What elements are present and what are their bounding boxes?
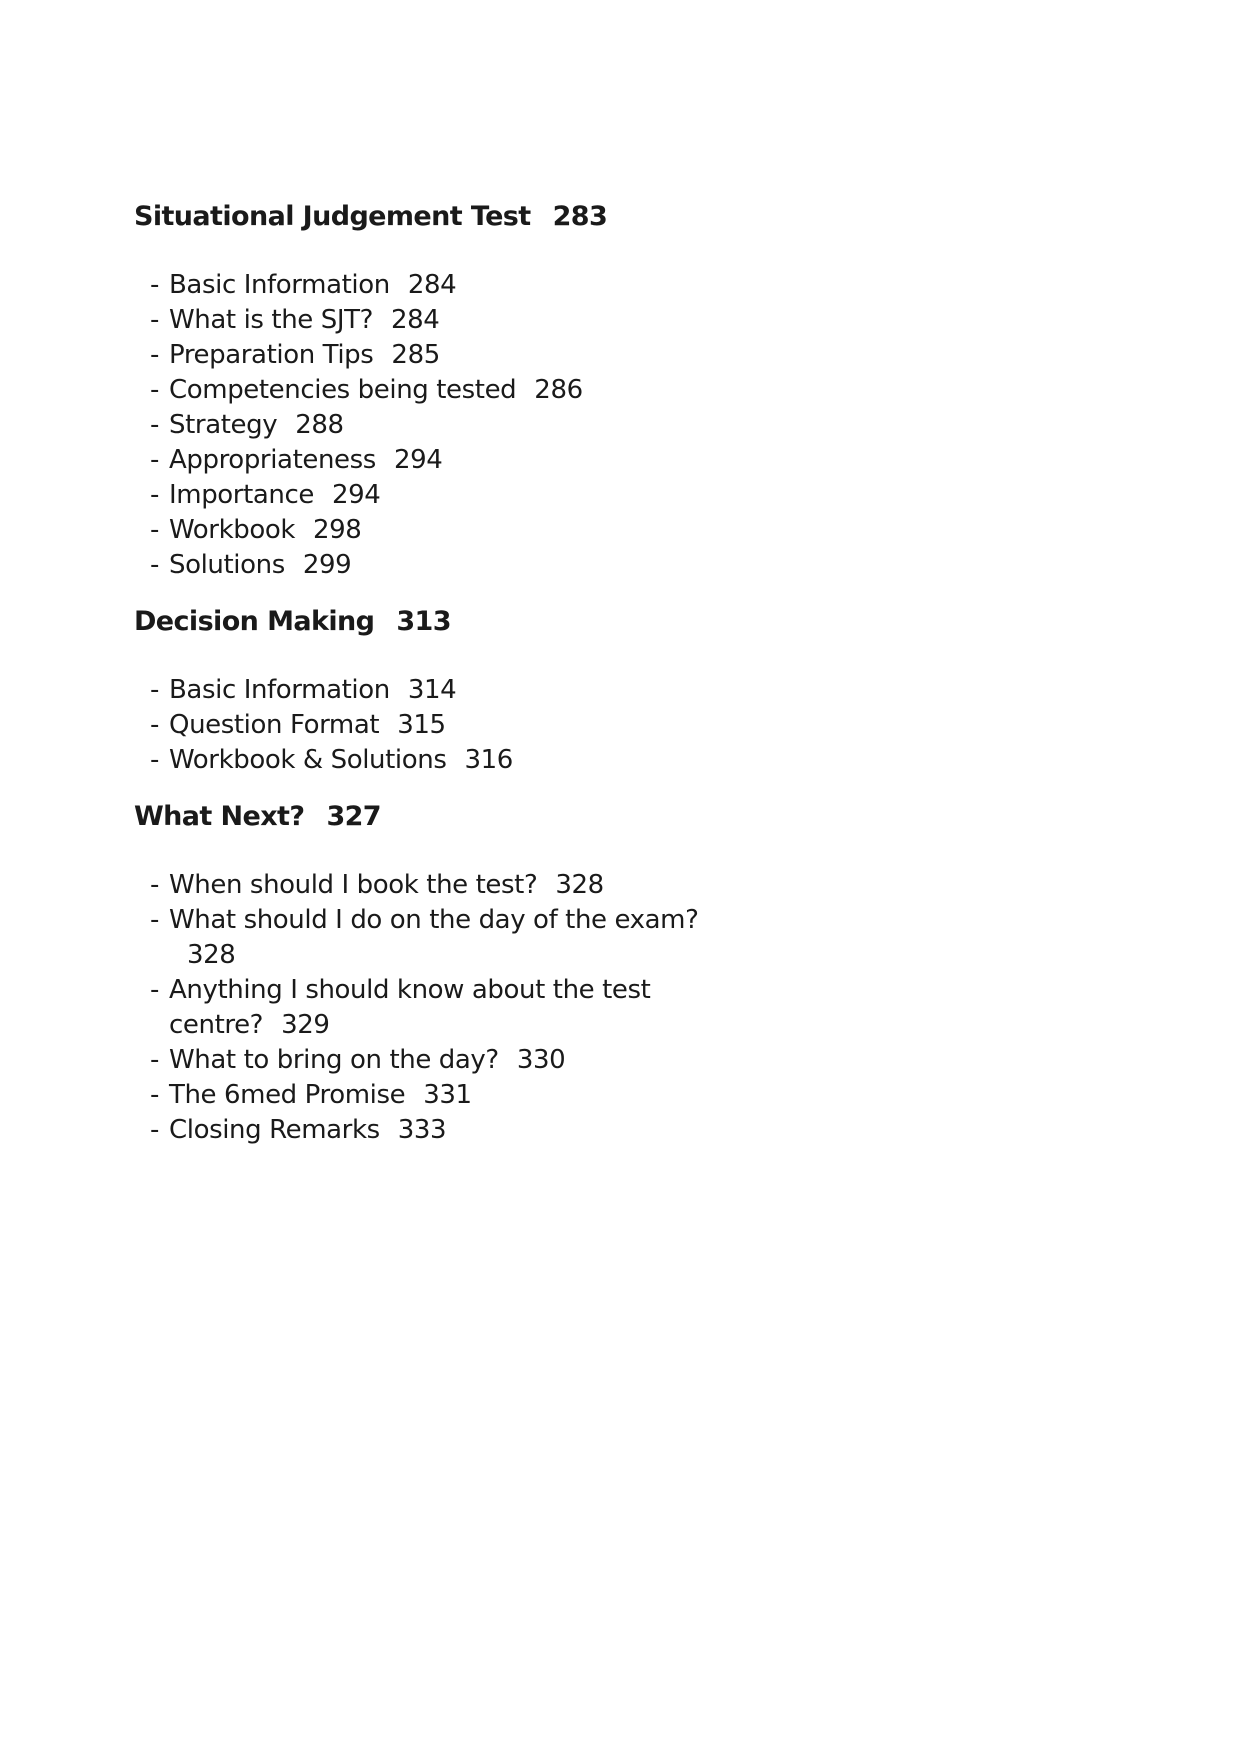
toc-item[interactable] (134, 673, 729, 708)
toc-item-label: Strategy (169, 410, 278, 440)
toc-section-decision-making (134, 605, 834, 778)
toc-item-label: Closing Remarks (169, 1115, 380, 1145)
toc-item[interactable] (134, 903, 729, 973)
section-page-number: 327 (326, 801, 381, 832)
toc-item-page: 329 (281, 1010, 330, 1040)
toc-item[interactable] (134, 443, 729, 478)
section-heading[interactable] (134, 200, 834, 234)
toc-item[interactable] (134, 373, 729, 408)
bullet-dash: - (150, 1115, 159, 1145)
bullet-dash: - (150, 550, 159, 580)
bullet-dash: - (150, 445, 159, 475)
toc-item-label: What should I do on the day of the exam? (169, 905, 699, 935)
toc-item-label: Preparation Tips (169, 340, 374, 370)
bullet-dash: - (150, 410, 159, 440)
toc-item-page: 316 (464, 745, 513, 775)
toc-item-page: 284 (391, 305, 440, 335)
toc-item[interactable] (134, 973, 729, 1043)
bullet-dash: - (150, 975, 159, 1005)
toc-item-label: Competencies being tested (169, 375, 517, 405)
toc-item[interactable] (134, 548, 729, 583)
bullet-dash: - (150, 675, 159, 705)
section-title: What Next? (134, 801, 305, 832)
toc-item-label: Question Format (169, 710, 380, 740)
toc-item-page: 331 (423, 1080, 472, 1110)
toc-item[interactable] (134, 408, 729, 443)
bullet-dash: - (150, 1080, 159, 1110)
toc-item-label: Workbook & Solutions (169, 745, 447, 775)
toc-item[interactable] (134, 1043, 729, 1078)
bullet-dash: - (150, 905, 159, 935)
toc-item-label: What to bring on the day? (169, 1045, 499, 1075)
section-heading[interactable] (134, 605, 834, 639)
toc-item-page: 284 (407, 270, 457, 300)
bullet-dash: - (150, 480, 159, 510)
toc-item-page: 294 (332, 480, 381, 510)
toc-section-situational-judgement-test (134, 200, 834, 583)
toc-item-page: 294 (393, 445, 443, 475)
toc-item-label: The 6med Promise (169, 1080, 406, 1110)
toc-item-page: 288 (295, 410, 344, 440)
toc-item-label: Appropriateness (169, 445, 376, 475)
toc-item[interactable] (134, 268, 729, 303)
toc-item[interactable] (134, 478, 729, 513)
toc-item-page: 330 (516, 1045, 566, 1075)
toc-item-label: Basic Information (169, 270, 390, 300)
toc-item-page: 285 (391, 340, 440, 370)
bullet-dash: - (150, 375, 159, 405)
toc-item-page: 286 (534, 375, 583, 405)
bullet-dash: - (150, 1045, 159, 1075)
section-title: Decision Making (134, 606, 375, 637)
section-page-number: 313 (396, 606, 451, 637)
toc-item-list (134, 868, 834, 1148)
toc-item-list (134, 673, 834, 778)
bullet-dash: - (150, 305, 159, 335)
section-heading[interactable] (134, 800, 834, 834)
toc-item-label: Workbook (169, 515, 296, 545)
bullet-dash: - (150, 340, 159, 370)
toc-item-list (134, 268, 834, 583)
section-page-number: 283 (552, 201, 608, 232)
toc-item-page: 315 (397, 710, 446, 740)
toc-item-page: 333 (397, 1115, 447, 1145)
bullet-dash: - (150, 745, 159, 775)
toc-item-label: What is the SJT? (169, 305, 373, 335)
toc-item[interactable] (134, 513, 729, 548)
toc-item[interactable] (134, 303, 729, 338)
toc-item-page: 314 (407, 675, 457, 705)
toc-item[interactable] (134, 338, 729, 373)
toc-item-page: 299 (302, 550, 352, 580)
section-title: Situational Judgement Test (134, 201, 531, 232)
toc-item[interactable] (134, 1113, 729, 1148)
toc-item-page: 328 (187, 940, 236, 970)
bullet-dash: - (150, 515, 159, 545)
bullet-dash: - (150, 870, 159, 900)
toc-item-page: 328 (555, 870, 604, 900)
toc-item-label: Anything I should know about the test centre? (169, 975, 651, 1040)
toc-item-page: 298 (313, 515, 362, 545)
bullet-dash: - (150, 270, 159, 300)
toc-item[interactable] (134, 708, 729, 743)
toc-item[interactable] (134, 868, 729, 903)
toc-item[interactable] (134, 743, 729, 778)
bullet-dash: - (150, 710, 159, 740)
toc-item[interactable] (134, 1078, 729, 1113)
toc-item-label: Solutions (169, 550, 285, 580)
table-of-contents (134, 200, 834, 1170)
toc-item-label: When should I book the test? (169, 870, 538, 900)
toc-section-what-next (134, 800, 834, 1148)
toc-item-label: Basic Information (169, 675, 390, 705)
toc-item-label: Importance (169, 480, 314, 510)
